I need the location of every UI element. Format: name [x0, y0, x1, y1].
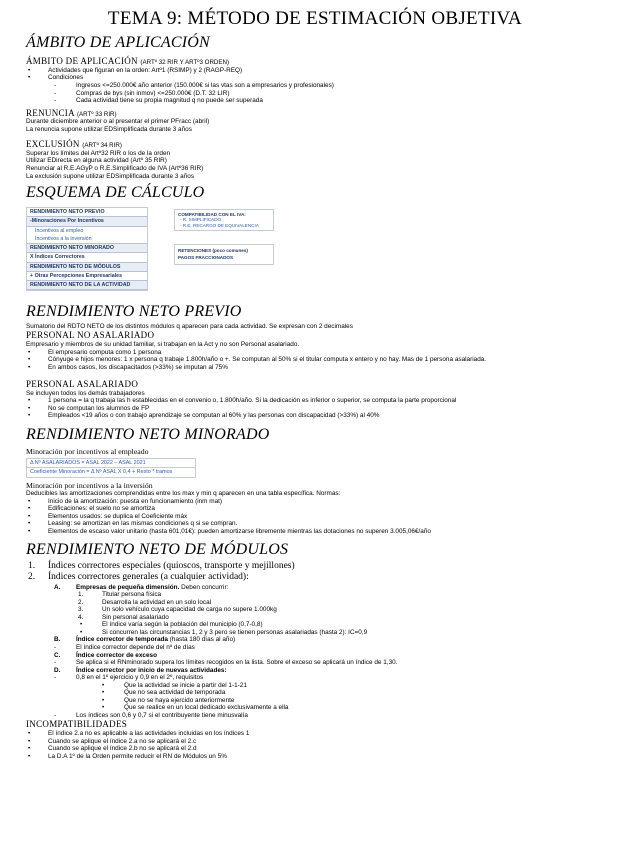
subheading-renuncia-title: RENUNCIA	[26, 107, 75, 118]
inversion-list	[26, 498, 604, 536]
scheme-row: X Índices Correctores	[30, 254, 85, 261]
paragraph: Se incluyen todos los demás trabajadores	[26, 389, 145, 397]
heading-rn-minorado: RENDIMIENTO NETO MINORADO	[26, 426, 270, 444]
incompatibilidades-list	[26, 730, 604, 760]
heading-esquema: ESQUEMA DE CÁLCULO	[26, 184, 205, 202]
subheading-incompatibilidades: INCOMPATIBILIDADES	[26, 719, 128, 730]
formula-box	[26, 458, 196, 478]
paragraph: La renuncia supone utilizar EDSimplificada durante 3 años	[26, 125, 192, 133]
item-marker: C.	[54, 651, 61, 659]
list-item: - 0,8 en el 1º ejercicio y 0,9 en el 2º, requisitos	[26, 674, 604, 682]
page-title: TEMA 9: MÉTODO DE ESTIMACIÓN OBJETIVA	[107, 8, 523, 29]
item-title: Índice corrector de exceso	[76, 651, 157, 659]
list-item: - Ingresos <=250.000€ año anterior (150.000€ si las vtas son a empresarios y profesionales)	[26, 82, 604, 90]
scheme-row: -Minoraciones Por Incentivos	[27, 216, 147, 226]
list-item: • El empresario computa como 1 persona	[26, 349, 604, 357]
list-item: • Inicio de la amortización: puesta en funcionamiento (inm mat)	[26, 498, 604, 506]
list-item: - Los índices son 0,6 y 0,7 si el contribuyente tiene minusvalía	[26, 712, 604, 720]
item-title: Índice corrector por inicio de nuevas actividades:	[76, 666, 227, 674]
subheading-exclusion	[26, 139, 604, 150]
retenciones-line: PAGOS FRACCIONADOS	[178, 255, 234, 261]
formula-line: Coeficiente Minoración = Δ Nº ASAL X 0,4 + Resto * tramos	[27, 467, 195, 476]
list-item: • La D.A 1º de la Orden permite reducir el RN de Módulos un 5%	[26, 753, 604, 761]
ambito-list	[26, 67, 604, 105]
list-item: • Actividades que figuran en la orden: Artº1 (RSIMP) y 2 (RAGP-REQ)	[26, 67, 604, 75]
paragraph: Utilizar EDirecta en alguna actividad (Artº 35 RIR)	[26, 157, 167, 165]
modulos-list	[26, 561, 604, 719]
item-title: Índice corrector de temporada	[76, 636, 168, 644]
list-item: • Cónyuge e hijos menores: 1 x persona q trabaje 1.800h/año o +. Se computan al 50% si el titular computa x entero y no hay. Mas de 1 persona asalariada.	[26, 356, 604, 364]
subheading-ambito-title: ÁMBITO DE APLICACIÓN	[26, 56, 138, 67]
heading-ambito: ÁMBITO DE APLICACIÓN	[26, 34, 210, 52]
subheading-exclusion-ref: (ARTº 34 RIR)	[82, 142, 122, 150]
heading-rn-previo: RENDIMIENTO NETO PREVIO	[26, 303, 242, 320]
pa-list	[26, 397, 604, 420]
list-item: • Que se realice en un local dedicado exclusivamente a ella	[26, 704, 604, 712]
item-text: Titular persona física	[102, 591, 162, 599]
item-marker: B.	[54, 636, 61, 644]
item-title: Empresas de pequeña dimensión.	[76, 583, 180, 591]
item-text: Un solo vehículo cuya capacidad de carga no supere 1.000kg	[102, 606, 277, 614]
list-item: • Que no sea actividad de temporada	[26, 689, 604, 697]
scheme-row: + Otras Percepciones Empresariales	[30, 272, 123, 279]
item-marker: D.	[54, 666, 61, 674]
pna-list	[26, 349, 604, 372]
item-text: Índices correctores especiales (quioscos, transporte y mejillones)	[48, 561, 295, 572]
item-text: Índices correctores generales (a cualquier actividad):	[48, 572, 249, 583]
list-item: • Empleados <19 años o con trabajo aprendizaje se computan al 60% y las personas con discapacidad (>33%) al 40%	[26, 412, 604, 420]
list-item: • Cuando se aplique el índice 2.a no se aplicará el 2.c	[26, 738, 604, 746]
list-item	[26, 572, 604, 583]
iva-compatibility-box	[174, 209, 274, 231]
scheme-row: Incentivos al empleo	[35, 227, 84, 234]
item-text: (hasta 180 días al año)	[167, 636, 236, 644]
list-item: • Que la actividad se inicie a partir del 1-1-21	[26, 682, 604, 690]
scheme-row: RENDIMIENTO NETO DE LA ACTIVIDAD	[27, 280, 147, 290]
item-text: Desarrolla la actividad en un solo local	[102, 598, 212, 606]
list-item	[26, 599, 604, 607]
item-marker: 2.	[28, 572, 36, 583]
page	[26, 8, 604, 760]
item-marker: 1.	[78, 591, 84, 599]
list-item: • 1 persona = la q trabaja las h establecidas en el convenio o, 1.800h/año. Si la dedicación es inferior o superior, se computa la parte proporcional	[26, 397, 604, 405]
list-item: • Condiciones	[26, 74, 604, 82]
paragraph: Durante diciembre anterior o al presentar el primer PFracc (abril)	[26, 118, 210, 126]
list-item	[26, 614, 604, 622]
paragraph: Deducibles las amortizaciones comprendidas entre los max y min q aparecen en una tabla específica. Normas:	[26, 490, 341, 498]
list-item	[26, 652, 604, 660]
paragraph: Empresario y miembros de su unidad familiar, si trabajan en la Act y no son Personal asalariado.	[26, 341, 300, 349]
item-marker: 1.	[28, 561, 36, 572]
scheme-row: RENDIMIENTO NETO MINORADO	[27, 243, 147, 253]
retenciones-line: RETENCIONES (poco comunes)	[178, 248, 248, 253]
subheading-ambito-ref: (ARTº 32 RIR Y ARTº3 ORDEN)	[140, 59, 230, 67]
subheading-incentivos-inversion: Minoración por incentivos a la inversión	[26, 480, 153, 490]
paragraph: La exclusión supone utilizar EDSimplificada durante 3 años	[26, 172, 195, 180]
scheme-row: Incentivos a la inversión	[35, 235, 92, 242]
formula-line: Δ Nº ASALARIADOS = ASAL 2022 – ASAL 2021	[30, 460, 146, 467]
subheading-renuncia	[26, 108, 604, 119]
subheading-pna: PERSONAL NO ASALARIADO	[26, 330, 155, 341]
list-item: • Elementos usados: se duplica el Coeficiente máx	[26, 513, 604, 521]
list-item: • Leasing: se amortizan en las mismas condiciones q si se compran.	[26, 520, 604, 528]
subheading-renuncia-ref: (ARTº 33 RIR)	[76, 110, 117, 118]
subheading-incentivos-empleo: Minoración por incentivos al empleado	[26, 446, 149, 456]
list-item	[26, 591, 604, 599]
paragraph: Sumatorio del RDTO NETO de los distintos módulos q aparecen para cada actividad. Se expresan con 2 decimales	[26, 322, 353, 330]
list-item: • Cuando se aplique el índice 2.b no se aplicará el 2.d	[26, 745, 604, 753]
heading-rn-modulos: RENDIMIENTO NETO DE MÓDULOS	[26, 541, 289, 559]
paragraph: Superar los límites del Artº32 RIR o los de la orden	[26, 149, 171, 157]
list-item	[26, 636, 604, 644]
subheading-pa: PERSONAL ASALARIADO	[26, 379, 139, 390]
list-item	[26, 584, 604, 592]
retenciones-box	[174, 244, 274, 265]
item-marker: 3.	[78, 606, 84, 614]
list-item: • Si concurren las circunstancias 1, 2 y 3 pero se tienen personas asalariadas (hasta 2): IC=0,9	[26, 629, 604, 637]
calculation-scheme-box	[26, 207, 148, 291]
item-marker: A.	[54, 583, 61, 591]
list-item: • En ambos casos, los discapacitados (>33%) se imputan al 75%	[26, 364, 604, 372]
iva-box-item: - R.E. RECARGO DE EQUIVALENCIA	[180, 222, 259, 228]
list-item: • Elementos de escaso valor unitario (hasta 601,01€): pueden amortizarse libremente mientras las dotaciones no superen 3.005,06€/año	[26, 528, 604, 536]
list-item: • Que no se haya ejercido anteriormente	[26, 697, 604, 705]
subheading-exclusion-title: EXCLUSIÓN	[26, 139, 80, 150]
item-marker: 4.	[78, 613, 84, 621]
list-item: • Edificaciones: el suelo no se amortiza	[26, 505, 604, 513]
list-item	[26, 667, 604, 675]
scheme-row: RENDIMIENTO NETO PREVIO	[30, 209, 105, 215]
list-item: - Se aplica si el RNminorado supera los límites recogidos en la lista. Sobre el exceso se aplicará un índice de 1,30.	[26, 659, 604, 667]
list-item	[26, 606, 604, 614]
scheme-row: RENDIMIENTO NETO DE MÓDULOS	[27, 262, 147, 272]
list-item: • No se computan los alumnos de FP	[26, 405, 604, 413]
list-item: - Cada actividad tiene su propia magnitud q no puede ser superada	[26, 97, 604, 105]
paragraph: Renunciar al R.E.AGyP o R.E.Simplificado de IVA (Artº36 RIR)	[26, 165, 204, 173]
list-item: - Compras de bys (sin inmov) <=250.000€ (D.T. 32 LIR)	[26, 90, 604, 98]
list-item	[26, 561, 604, 572]
item-text: Deben concurrir:	[179, 583, 229, 591]
calculation-diagram	[26, 207, 604, 297]
item-text: Sin personal asalariado	[102, 613, 169, 621]
iva-box-title: COMPATIBILIDAD CON EL IVA:	[178, 212, 246, 217]
iva-box-item: - R. SIMPLIFICADO	[180, 217, 222, 223]
item-marker: 2.	[78, 598, 84, 606]
list-item: • El índice 2.a no es aplicable a las actividades incluidas en los índices 1	[26, 730, 604, 738]
list-item: - El índice corrector depende del nº de días	[26, 644, 604, 652]
list-item: • El índice varía según la población del municipio (0,7-0,8)	[26, 621, 604, 629]
subheading-ambito	[26, 56, 604, 67]
